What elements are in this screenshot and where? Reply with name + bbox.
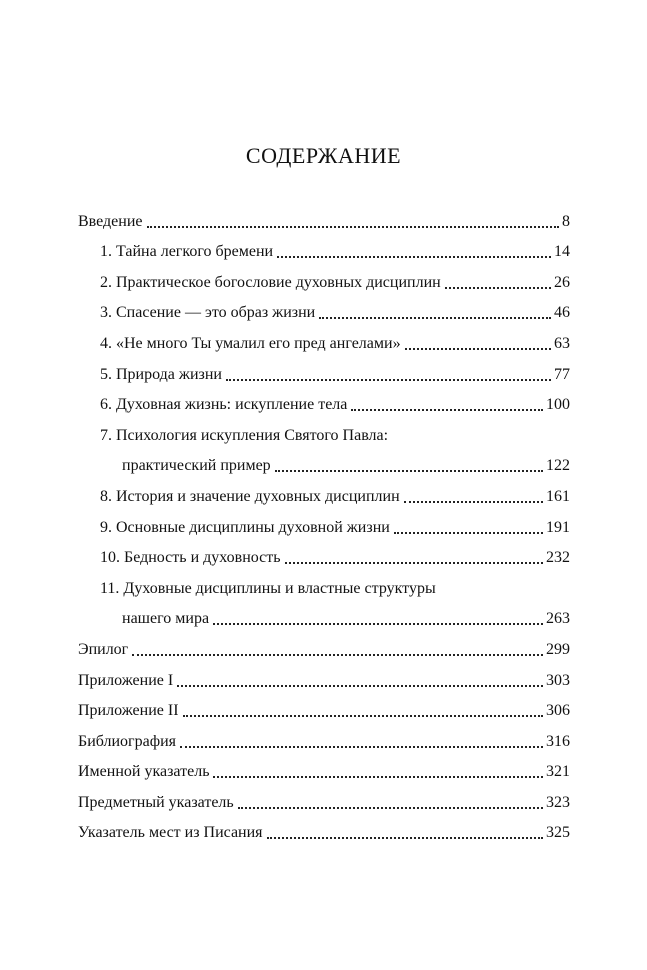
toc-entry-chapter-6: [78, 385, 570, 416]
toc-entry-page: 323: [546, 793, 570, 811]
toc-entry-chapter-1: [78, 232, 570, 263]
toc-entry-scripture-index: [78, 813, 570, 844]
dot-leader: [285, 562, 543, 564]
toc-entry-appendix-2: [78, 691, 570, 722]
dot-leader: [319, 317, 551, 319]
dot-leader: [405, 348, 551, 350]
toc-entry-label: 8. История и значение духовных дисциплин: [100, 487, 400, 505]
dot-leader: [183, 715, 543, 717]
toc-entry-page: 14: [554, 243, 570, 261]
toc-entry-page: 321: [546, 763, 570, 781]
dot-leader: [238, 807, 543, 809]
toc-entry-label: 1. Тайна легкого бремени: [100, 243, 274, 261]
toc-entry-page: 303: [546, 671, 570, 689]
toc-entry-chapter-3: [78, 293, 570, 324]
toc-entry-introduction: [78, 201, 570, 232]
toc-entry-page: 232: [546, 549, 570, 567]
toc-entry-label: 4. «Не много Ты умалил его пред ангелами»: [100, 334, 401, 352]
toc-entry-page: 100: [546, 396, 570, 414]
toc-entry-label: 6. Духовная жизнь: искупление тела: [100, 396, 348, 414]
toc-entry-name-index: [78, 752, 570, 783]
toc-entry-label: Введение: [78, 212, 143, 230]
table-of-contents: [78, 201, 570, 843]
toc-entry-label: 9. Основные дисциплины духовной жизни: [100, 518, 390, 536]
toc-entry-chapter-7: [78, 415, 570, 446]
toc-entry-label: Именной указатель: [78, 763, 210, 781]
toc-entry-chapter-11-continued: [78, 599, 570, 630]
toc-entry-label: 7. Психология искупления Святого Павла:: [100, 426, 389, 444]
toc-entry-chapter-5: [78, 354, 570, 385]
toc-entry-chapter-7-continued: [78, 446, 570, 477]
dot-leader: [277, 256, 551, 258]
toc-entry-chapter-4: [78, 323, 570, 354]
dot-leader: [445, 287, 551, 289]
dot-leader: [267, 837, 543, 839]
toc-entry-label: Эпилог: [78, 640, 129, 658]
toc-entry-label: 2. Практическое богословие духовных дисциплин: [100, 273, 441, 291]
toc-entry-chapter-8: [78, 476, 570, 507]
toc-entry-page: 299: [546, 640, 570, 658]
dot-leader: [147, 226, 560, 228]
toc-entry-page: 316: [546, 732, 570, 750]
toc-entry-label: 11. Духовные дисциплины и властные структуры: [100, 579, 436, 597]
toc-entry-page: 191: [546, 518, 570, 536]
toc-entry-page: 8: [562, 212, 570, 230]
dot-leader: [177, 685, 543, 687]
toc-entry-bibliography: [78, 721, 570, 752]
toc-entry-label: Приложение I: [78, 671, 174, 689]
toc-entry-label: нашего мира: [122, 610, 210, 628]
toc-entry-page: 26: [554, 273, 570, 291]
dot-leader: [226, 379, 551, 381]
dot-leader: [213, 623, 543, 625]
toc-entry-subject-index: [78, 782, 570, 813]
toc-entry-chapter-10: [78, 538, 570, 569]
dot-leader: [351, 409, 543, 411]
dot-leader: [275, 470, 543, 472]
toc-entry-chapter-9: [78, 507, 570, 538]
toc-entry-page: 46: [554, 304, 570, 322]
toc-entry-label: практический пример: [122, 457, 271, 475]
toc-entry-chapter-11: [78, 568, 570, 599]
toc-entry-label: Указатель мест из Писания: [78, 824, 263, 842]
toc-entry-page: 306: [546, 702, 570, 720]
page-title: СОДЕРЖАНИЕ: [245, 143, 402, 168]
toc-entry-page: 263: [546, 610, 570, 628]
toc-entry-label: 10. Бедность и духовность: [100, 549, 281, 567]
toc-entry-page: 77: [554, 365, 570, 383]
toc-entry-appendix-1: [78, 660, 570, 691]
dot-leader: [180, 746, 543, 748]
toc-entry-page: 122: [546, 457, 570, 475]
dot-leader: [404, 501, 543, 503]
toc-entry-label: Приложение II: [78, 702, 179, 720]
toc-entry-label: Библиография: [78, 732, 176, 750]
toc-entry-label: 5. Природа жизни: [100, 365, 222, 383]
dot-leader: [213, 776, 543, 778]
toc-entry-page: 325: [546, 824, 570, 842]
toc-entry-label: 3. Спасение — это образ жизни: [100, 304, 316, 322]
toc-entry-chapter-2: [78, 262, 570, 293]
toc-entry-label: Предметный указатель: [78, 793, 234, 811]
dot-leader: [394, 532, 543, 534]
toc-entry-epilogue: [78, 629, 570, 660]
toc-entry-page: 63: [554, 334, 570, 352]
dot-leader: [132, 654, 543, 656]
toc-entry-page: 161: [546, 487, 570, 505]
